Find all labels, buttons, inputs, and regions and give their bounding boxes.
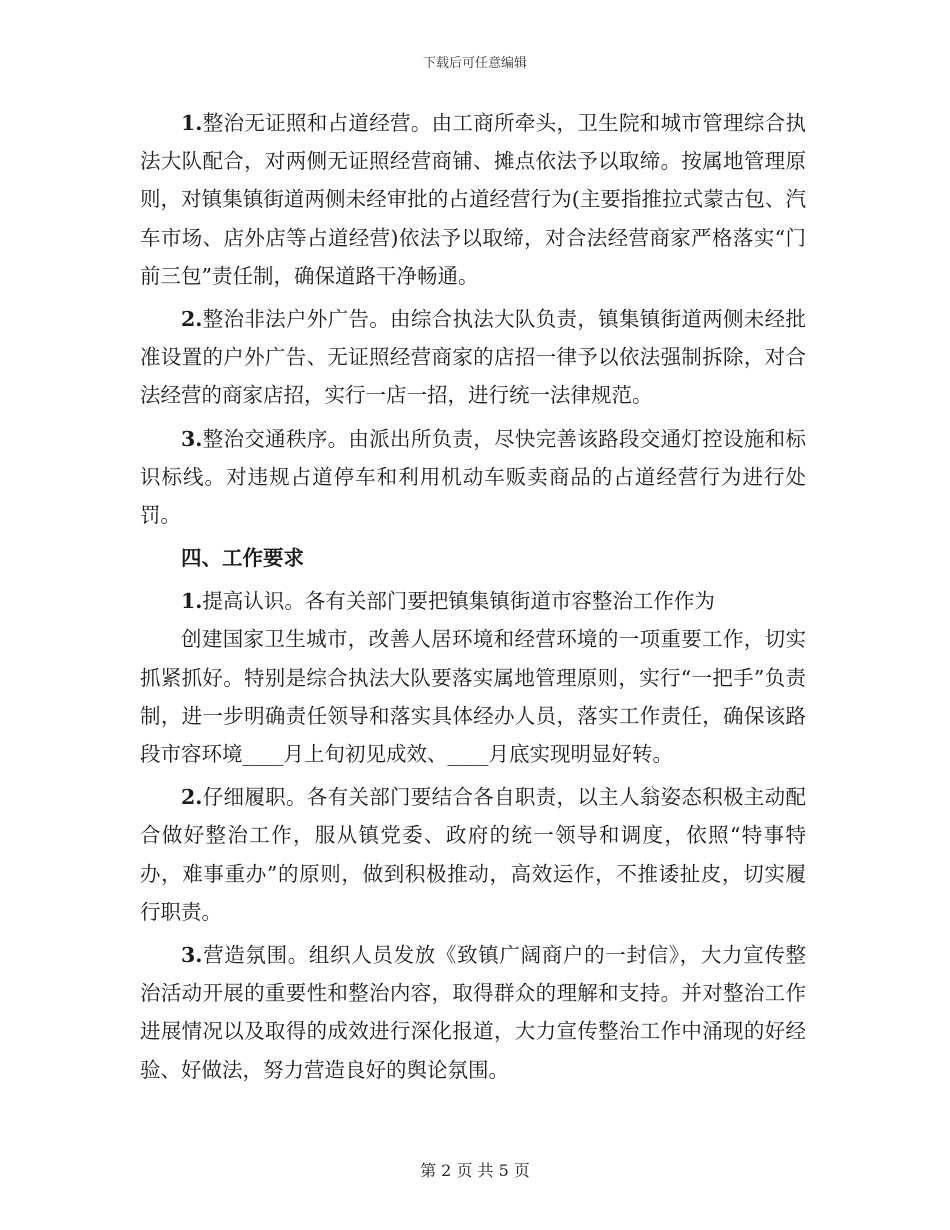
page-footer: 第 2 页 共 5 页 — [420, 1161, 530, 1180]
item-text: 营造氛围。组织人员发放《致镇广阔商户的一封信》，大力宣传整治活动开展的重要性和整治内容，取得群众的理解和支持。并对整治工作进展情况以及取得的成效进行深化报道，大力宣传整治工作中涌现的好经验、好做法，努力营造良好的舆论氛围。 — [140, 943, 806, 1082]
item-text: 整治非法户外广告。由综合执法大队负责，镇集镇街道两侧未经批准设置的户外广告、无证照经营商家的店招一律予以依法强制拆除，对合法经营的商家店招，实行一店一招，进行统一法律规范。 — [140, 307, 806, 408]
paragraph-4-1-continuation: 创建国家卫生城市，改善人居环境和经营环境的一项重要工作，切实抓紧抓好。特别是综合执法大队要落实属地管理原则，实行“一把手”负责制，进一步明确责任领导和落实具体经办人员，落实工作责任，确保该路段市容环境____月上旬初见成效、____月底实现明显好转。 — [140, 627, 806, 767]
document-body — [140, 104, 806, 1094]
paragraph-3-1 — [140, 104, 806, 295]
paragraph-4-3 — [140, 936, 806, 1089]
page-header: 下载后可任意编辑 — [422, 56, 527, 71]
paragraph-3-2 — [140, 300, 806, 415]
item-text: 仔细履职。各有关部门要结合各自职责，以主人翁姿态积极主动配合做好整治工作，服从镇党委、政府的统一领导和调度，依照“特事特办，难事重办”的原则，做到积极推动，高效运作，不推诿扯皮，切实履行职责。 — [140, 785, 806, 924]
section-heading: 四、工作要求 — [181, 546, 304, 571]
item-number: 2. — [181, 307, 203, 332]
item-text: 整治交通秩序。由派出所负责，尽快完善该路段交通灯控设施和标识标线。对违规占道停车和利用机动车贩卖商品的占道经营行为进行处罚。 — [140, 426, 806, 528]
paragraph-4-2 — [140, 778, 806, 931]
item-number: 3. — [181, 426, 203, 451]
item-number: 2. — [181, 785, 203, 810]
item-text: 整治无证照和占道经营。由工商所牵头，卫生院和城市管理综合执法大队配合，对两侧无证照经营商铺、摊点依法予以取缔。按属地管理原则，对镇集镇街道两侧未经审批的占道经营行为(主要指推拉式蒙古包、汽车市场、店外店等占道经营)依法予以取缔，对合法经营商家严格落实“门前三包”责任制，确保道路干净畅通。 — [140, 111, 806, 288]
item-number: 1. — [181, 111, 203, 135]
item-number: 1. — [181, 589, 203, 614]
item-number: 3. — [181, 943, 203, 968]
item-text: 提高认识。各有关部门要把镇集镇街道市容整治工作作为 — [202, 589, 715, 614]
paragraph-3-3 — [140, 420, 806, 535]
paragraph-4-1-first-line — [140, 582, 806, 620]
